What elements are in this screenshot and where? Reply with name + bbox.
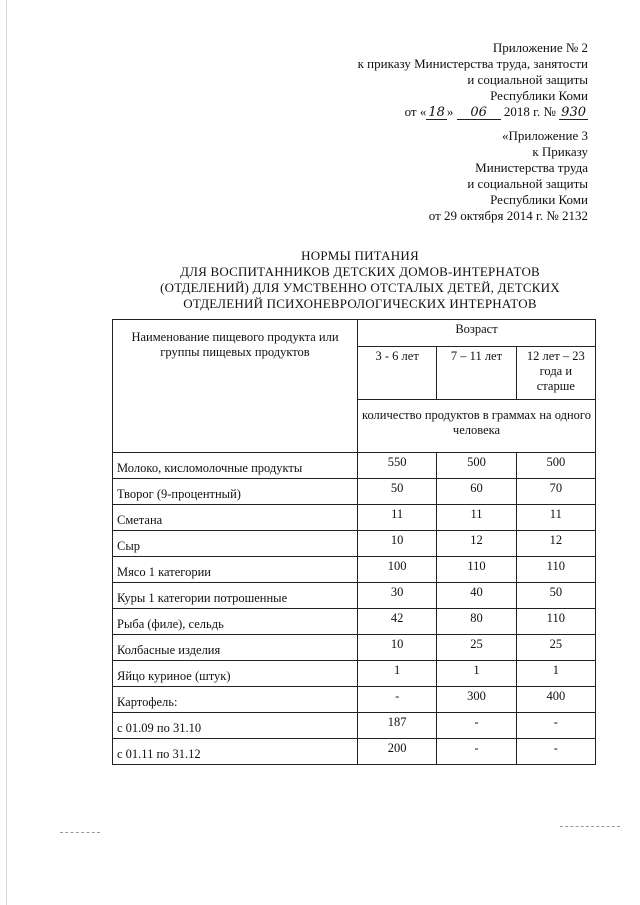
date-prefix: от « [404,104,427,119]
norm-value: 25 [437,635,516,661]
table-body [113,453,596,765]
appendix-2-line: Республики Коми [490,88,588,103]
title-line: (ОТДЕЛЕНИЙ) ДЛЯ УМСТВЕННО ОТСТАЛЫХ ДЕТЕЙ, ДЕТСКИХ [160,280,560,295]
product-name: Рыба (филе), сельдь [113,609,358,635]
age-group-cell: 12 лет – 23 года и старше [516,347,595,400]
appendix-3-line: от 29 октября 2014 г. № 2132 [428,208,588,223]
norm-value: - [437,739,516,765]
table-row [113,687,596,713]
norm-value: 187 [358,713,437,739]
norm-value: 12 [437,531,516,557]
norm-value: 10 [358,531,437,557]
table-row [113,505,596,531]
table-row [113,531,596,557]
table-row [113,609,596,635]
norm-value: 70 [516,479,595,505]
nutrition-norms-table [112,319,596,765]
norm-value: 12 [516,531,595,557]
appendix-2-line: к приказу Министерства труда, занятости [357,56,588,71]
norm-value: 11 [358,505,437,531]
footer-mark [60,832,100,833]
handwritten-number: 930 [561,105,586,120]
product-name: Сметана [113,505,358,531]
product-name: Яйцо куриное (штук) [113,661,358,687]
table-row [113,583,596,609]
product-name: Куры 1 категории потрошенные [113,583,358,609]
norm-value: 10 [358,635,437,661]
table-row [113,453,596,479]
scan-edge [6,0,7,905]
norm-value: 110 [516,557,595,583]
appendix-3-line: и социальной защиты [467,176,588,191]
appendix-2-line: Приложение № 2 [492,40,588,55]
title-line: ДЛЯ ВОСПИТАННИКОВ ДЕТСКИХ ДОМОВ-ИНТЕРНАТОВ [180,264,540,279]
norm-value: 25 [516,635,595,661]
norm-value: 550 [358,453,437,479]
norm-value: 110 [516,609,595,635]
norm-value: - [516,739,595,765]
product-name-header: Наименование пищевого продукта или группы пищевых продуктов [113,320,358,453]
norm-value: 50 [358,479,437,505]
norm-value: 80 [437,609,516,635]
norm-value: 11 [437,505,516,531]
appendix-3-line: Республики Коми [490,192,588,207]
product-name: Творог (9-процентный) [113,479,358,505]
appendix-3-line: Министерства труда [475,160,588,175]
product-name: Сыр [113,531,358,557]
title-line: ОТДЕЛЕНИЙ ПСИХОНЕВРОЛОГИЧЕСКИХ ИНТЕРНАТОВ [183,296,537,311]
norm-value: 42 [358,609,437,635]
norm-value: 400 [516,687,595,713]
age-header-label: Возраст [455,322,498,336]
norm-value: 500 [437,453,516,479]
norm-value: 1 [437,661,516,687]
norm-value: 30 [358,583,437,609]
appendix-2-line: и социальной защиты [467,72,588,87]
handwritten-day: 18 [428,105,445,120]
norm-value: 1 [358,661,437,687]
product-name: Мясо 1 категории [113,557,358,583]
footer-mark [560,826,620,827]
table-row [113,635,596,661]
norm-value: 300 [437,687,516,713]
product-name: с 01.11 по 31.12 [113,739,358,765]
norm-value: 100 [358,557,437,583]
document-title [100,248,620,312]
product-name: Картофель: [113,687,358,713]
norm-value: 500 [516,453,595,479]
unit-note: количество продуктов в граммах на одного человека [358,400,596,453]
product-name: Молоко, кисломолочные продукты [113,453,358,479]
table-row [113,739,596,765]
norm-value: 200 [358,739,437,765]
product-name: с 01.09 по 31.10 [113,713,358,739]
age-header [358,320,596,347]
age-group-cell: 7 – 11 лет [437,347,516,400]
norm-value: 50 [516,583,595,609]
product-name: Колбасные изделия [113,635,358,661]
day-suffix: » [446,104,454,119]
appendix-3-header [429,128,588,224]
norm-value: 1 [516,661,595,687]
table-row [113,661,596,687]
title-line: НОРМЫ ПИТАНИЯ [301,248,419,263]
norm-value: 40 [437,583,516,609]
norm-value: 60 [437,479,516,505]
appendix-2-header [358,40,588,120]
year-text: 2018 г. № [503,104,556,119]
appendix-3-line: к Приказу [532,144,588,159]
norm-value: - [437,713,516,739]
table-row [113,479,596,505]
norm-value: - [516,713,595,739]
table-row [113,713,596,739]
appendix-2-date-line [358,104,588,120]
norm-value: - [358,687,437,713]
norm-value: 110 [437,557,516,583]
table-row [113,557,596,583]
appendix-3-line: «Приложение 3 [501,128,588,143]
norm-value: 11 [516,505,595,531]
handwritten-month: 06 [457,106,501,120]
header-row [113,320,596,347]
age-group-cell: 3 - 6 лет [358,347,437,400]
